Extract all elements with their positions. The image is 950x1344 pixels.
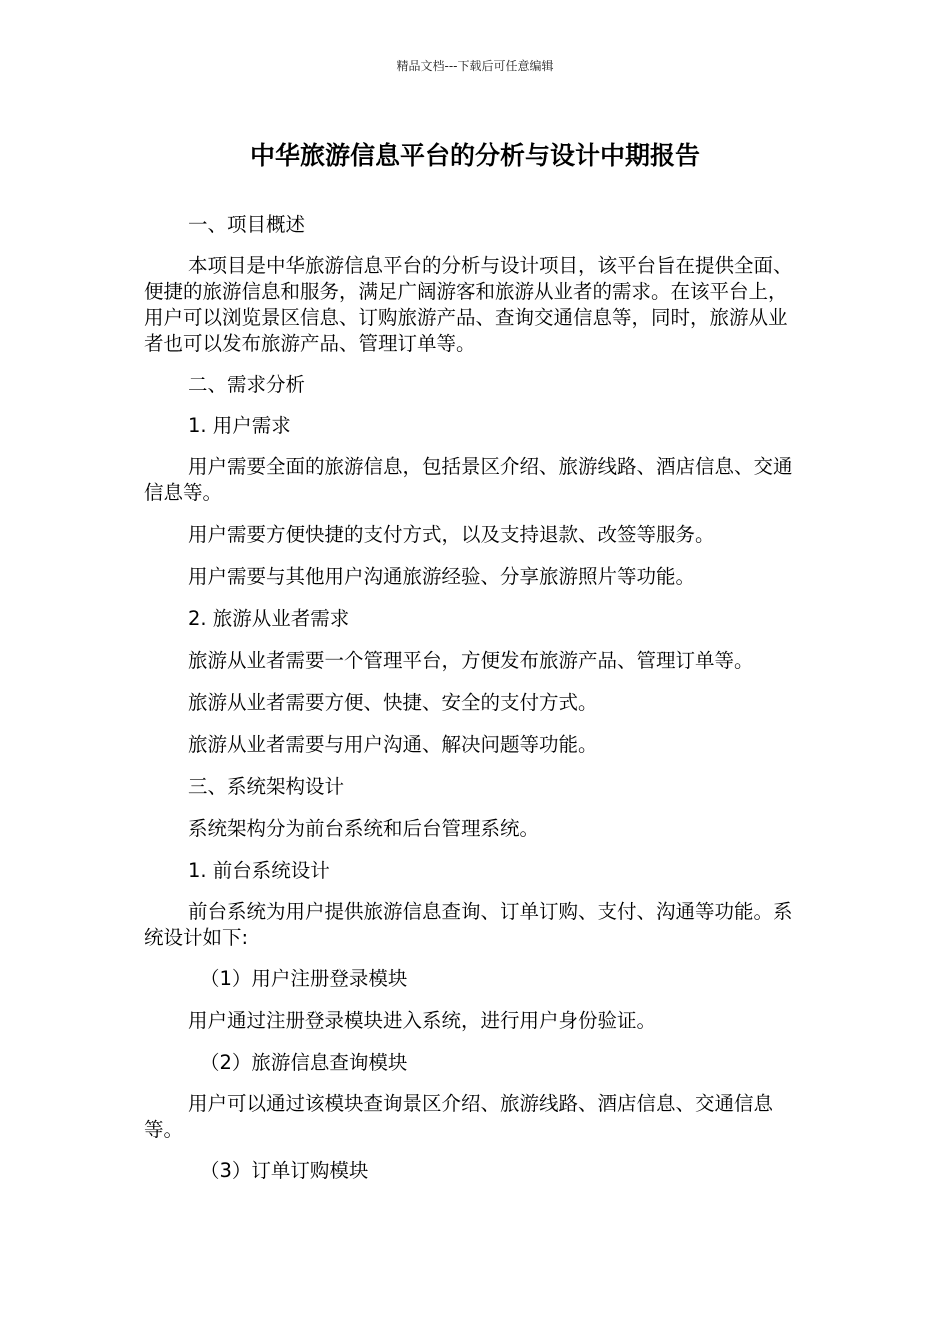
frontend-paragraph: 前台系统为用户提供旅游信息查询、订单订购、支付、沟通等功能。系统设计如下:	[144, 900, 793, 949]
section-heading-requirements: 二、需求分析	[188, 373, 306, 396]
overview-paragraph: 本项目是中华旅游信息平台的分析与设计项目，该平台旨在提供全面、便捷的旅游信息和服务，满足广阔游客和旅游从业者的需求。在该平台上，用户可以浏览景区信息、订购旅游产品、查询交通信息等，同时，旅游从业者也可以发布旅游产品、管理订单等。	[144, 254, 793, 355]
document-body	[144, 212, 806, 1184]
section-heading-overview: 一、项目概述	[188, 213, 306, 236]
user-requirement-paragraph: 用户需要方便快捷的支付方式，以及支持退款、改签等服务。	[188, 523, 715, 546]
subheading-user-requirements: 1. 用户需求	[188, 414, 291, 437]
section-heading-architecture: 三、系统架构设计	[188, 775, 345, 798]
module-heading-info-query: （2）旅游信息查询模块	[200, 1051, 408, 1074]
module-paragraph-registration: 用户通过注册登录模块进入系统，进行用户身份验证。	[188, 1009, 657, 1032]
operator-requirement-paragraph: 旅游从业者需要一个管理平台，方便发布旅游产品、管理订单等。	[188, 649, 754, 672]
user-requirement-paragraph: 用户需要全面的旅游信息，包括景区介绍、旅游线路、酒店信息、交通信息等。	[144, 455, 793, 504]
page-header: 精品文档---下载后可任意编辑	[396, 59, 554, 73]
subheading-operator-requirements: 2. 旅游从业者需求	[188, 607, 350, 630]
operator-requirement-paragraph: 旅游从业者需要方便、快捷、安全的支付方式。	[188, 691, 598, 714]
operator-requirement-paragraph: 旅游从业者需要与用户沟通、解决问题等功能。	[188, 733, 598, 756]
module-heading-registration: （1）用户注册登录模块	[200, 967, 408, 990]
subheading-frontend-design: 1. 前台系统设计	[188, 859, 330, 882]
module-heading-order: （3）订单订购模块	[200, 1159, 369, 1182]
architecture-paragraph: 系统架构分为前台系统和后台管理系统。	[188, 817, 540, 840]
document-title: 中华旅游信息平台的分析与设计中期报告	[249, 141, 700, 170]
module-paragraph-info-query: 用户可以通过该模块查询景区介绍、旅游线路、酒店信息、交通信息等。	[144, 1092, 774, 1141]
user-requirement-paragraph: 用户需要与其他用户沟通旅游经验、分享旅游照片等功能。	[188, 565, 696, 588]
